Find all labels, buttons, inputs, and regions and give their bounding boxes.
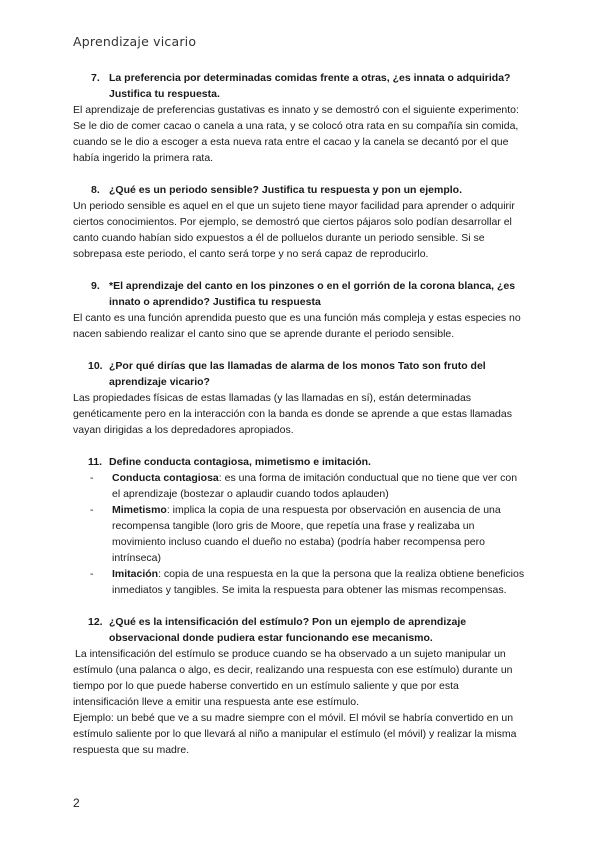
answer-paragraph: El aprendizaje de preferencias gustativas es innato y se demostró con el siguiente experimento: (73, 104, 519, 116)
section-10 (73, 358, 525, 438)
question-heading (73, 278, 525, 310)
answer-paragraph: Un periodo sensible es aquel en el que un sujeto tiene mayor facilidad para aprender o adquirir ciertos conocimientos. Por ejemplo, se demostró que ciertos pájaros solo podían desarrollar el canto cuando habían sido expuestos a él de polluelos durante un periodo sensible. Si se sobrepasa este periodo, el canto será torpe y no será capaz de reproducirlo. (73, 200, 515, 260)
question-number: 8. (91, 184, 100, 196)
section-11 (73, 454, 525, 598)
answer-paragraph: Ejemplo: un bebé que ve a su madre siempre con el móvil. El móvil se habría convertido en un estímulo saliente por lo que llevará al niño a manipular el estímulo (el móvil) y realizar la misma respuesta que su madre. (73, 712, 517, 756)
question-number: 10. (88, 360, 103, 372)
question-text: La preferencia por determinadas comidas frente a otras, ¿es innata o adquirida? Justifica tu respuesta. (109, 72, 511, 100)
question-number: 9. (91, 280, 100, 292)
question-text: ¿Por qué dirías que las llamadas de alarma de los monos Tato son fruto del aprendizaje vicario? (109, 360, 486, 388)
bullet-dash: - (90, 472, 94, 484)
page-number: 2 (73, 796, 80, 810)
question-text: ¿Qué es un periodo sensible? Justifica tu respuesta y pon un ejemplo. (109, 184, 462, 196)
bullet-term: Mimetismo (112, 504, 167, 516)
question-heading (73, 358, 525, 390)
answer-paragraph: El canto es una función aprendida puesto que es una función más compleja y estas especies no nacen sabiendo realizar el canto sino que se aprende durante el periodo sensible. (73, 312, 521, 340)
bullet-term: Imitación (112, 568, 159, 580)
bullet-dash: - (90, 504, 94, 516)
question-number: 11. (88, 456, 103, 468)
bullet-term: Conducta contagiosa (112, 472, 219, 484)
bullet-text: : es una forma de imitación conductual que no tiene que ver con el aprendizaje (bostezar o aplaudir cuando todos aplauden) (112, 472, 518, 500)
page-header-title: Aprendizaje vicario (73, 34, 197, 49)
section-7 (73, 70, 525, 166)
document-body (73, 70, 525, 774)
answer-paragraph: La intensificación del estímulo se produce cuando se ha observado a un sujeto manipular un estímulo (una palanca o algo, es decir, realizando una respuesta con ese estímulo) durante un tiempo por lo que puede haberse convertido en un estímulo saliente y que por esta intensificación lleve a emitir una respuesta ante ese estímulo. (73, 648, 513, 708)
question-number: 7. (91, 72, 100, 84)
section-9 (73, 278, 525, 342)
question-text: *El aprendizaje del canto en los pinzones o en el gorrión de la corona blanca, ¿es innato o aprendido? Justifica tu respuesta (109, 280, 516, 308)
question-number: 12. (88, 616, 103, 628)
bullet-text: : implica la copia de una respuesta por observación en ausencia de una recompensa tangible (loro gris de Moore, que repetía una frase y realizaba un movimiento incluso cuando el dueño no estaba) (podría haber recompensa pero intrínseca) (112, 504, 501, 564)
question-heading (73, 182, 525, 198)
bullet-dash: - (90, 568, 94, 580)
section-12 (73, 614, 525, 758)
question-text: Define conducta contagiosa, mimetismo e imitación. (109, 456, 371, 468)
answer-paragraph: Las propiedades físicas de estas llamadas (y las llamadas en sí), están determinadas genéticamente pero en la interacción con la banda es donde se aprende a que estas llamadas vayan dirigidas a los depredadores apropiados. (73, 392, 512, 436)
question-heading (73, 614, 525, 646)
answer-paragraph: Se le dio de comer cacao o canela a una rata, y se colocó otra rata en su compañía sin comida, cuando se le dio a escoger a esta nueva rata entre el cacao y la canela se decantó por el que había ingerido la primera rata. (73, 120, 519, 164)
bullet-text: : copia de una respuesta en la que la persona que la realiza obtiene beneficios inmediatos y tangibles. Se imita la respuesta para obtener las mismas recompensas. (112, 568, 525, 596)
question-text: ¿Qué es la intensificación del estímulo? Pon un ejemplo de aprendizaje observacional donde pudiera estar funcionando ese mecanismo. (109, 616, 467, 644)
bullet-item (73, 470, 525, 502)
section-8 (73, 182, 525, 262)
question-heading (73, 454, 525, 470)
bullet-item (73, 566, 525, 598)
question-heading (73, 70, 525, 102)
bullet-item (73, 502, 525, 566)
